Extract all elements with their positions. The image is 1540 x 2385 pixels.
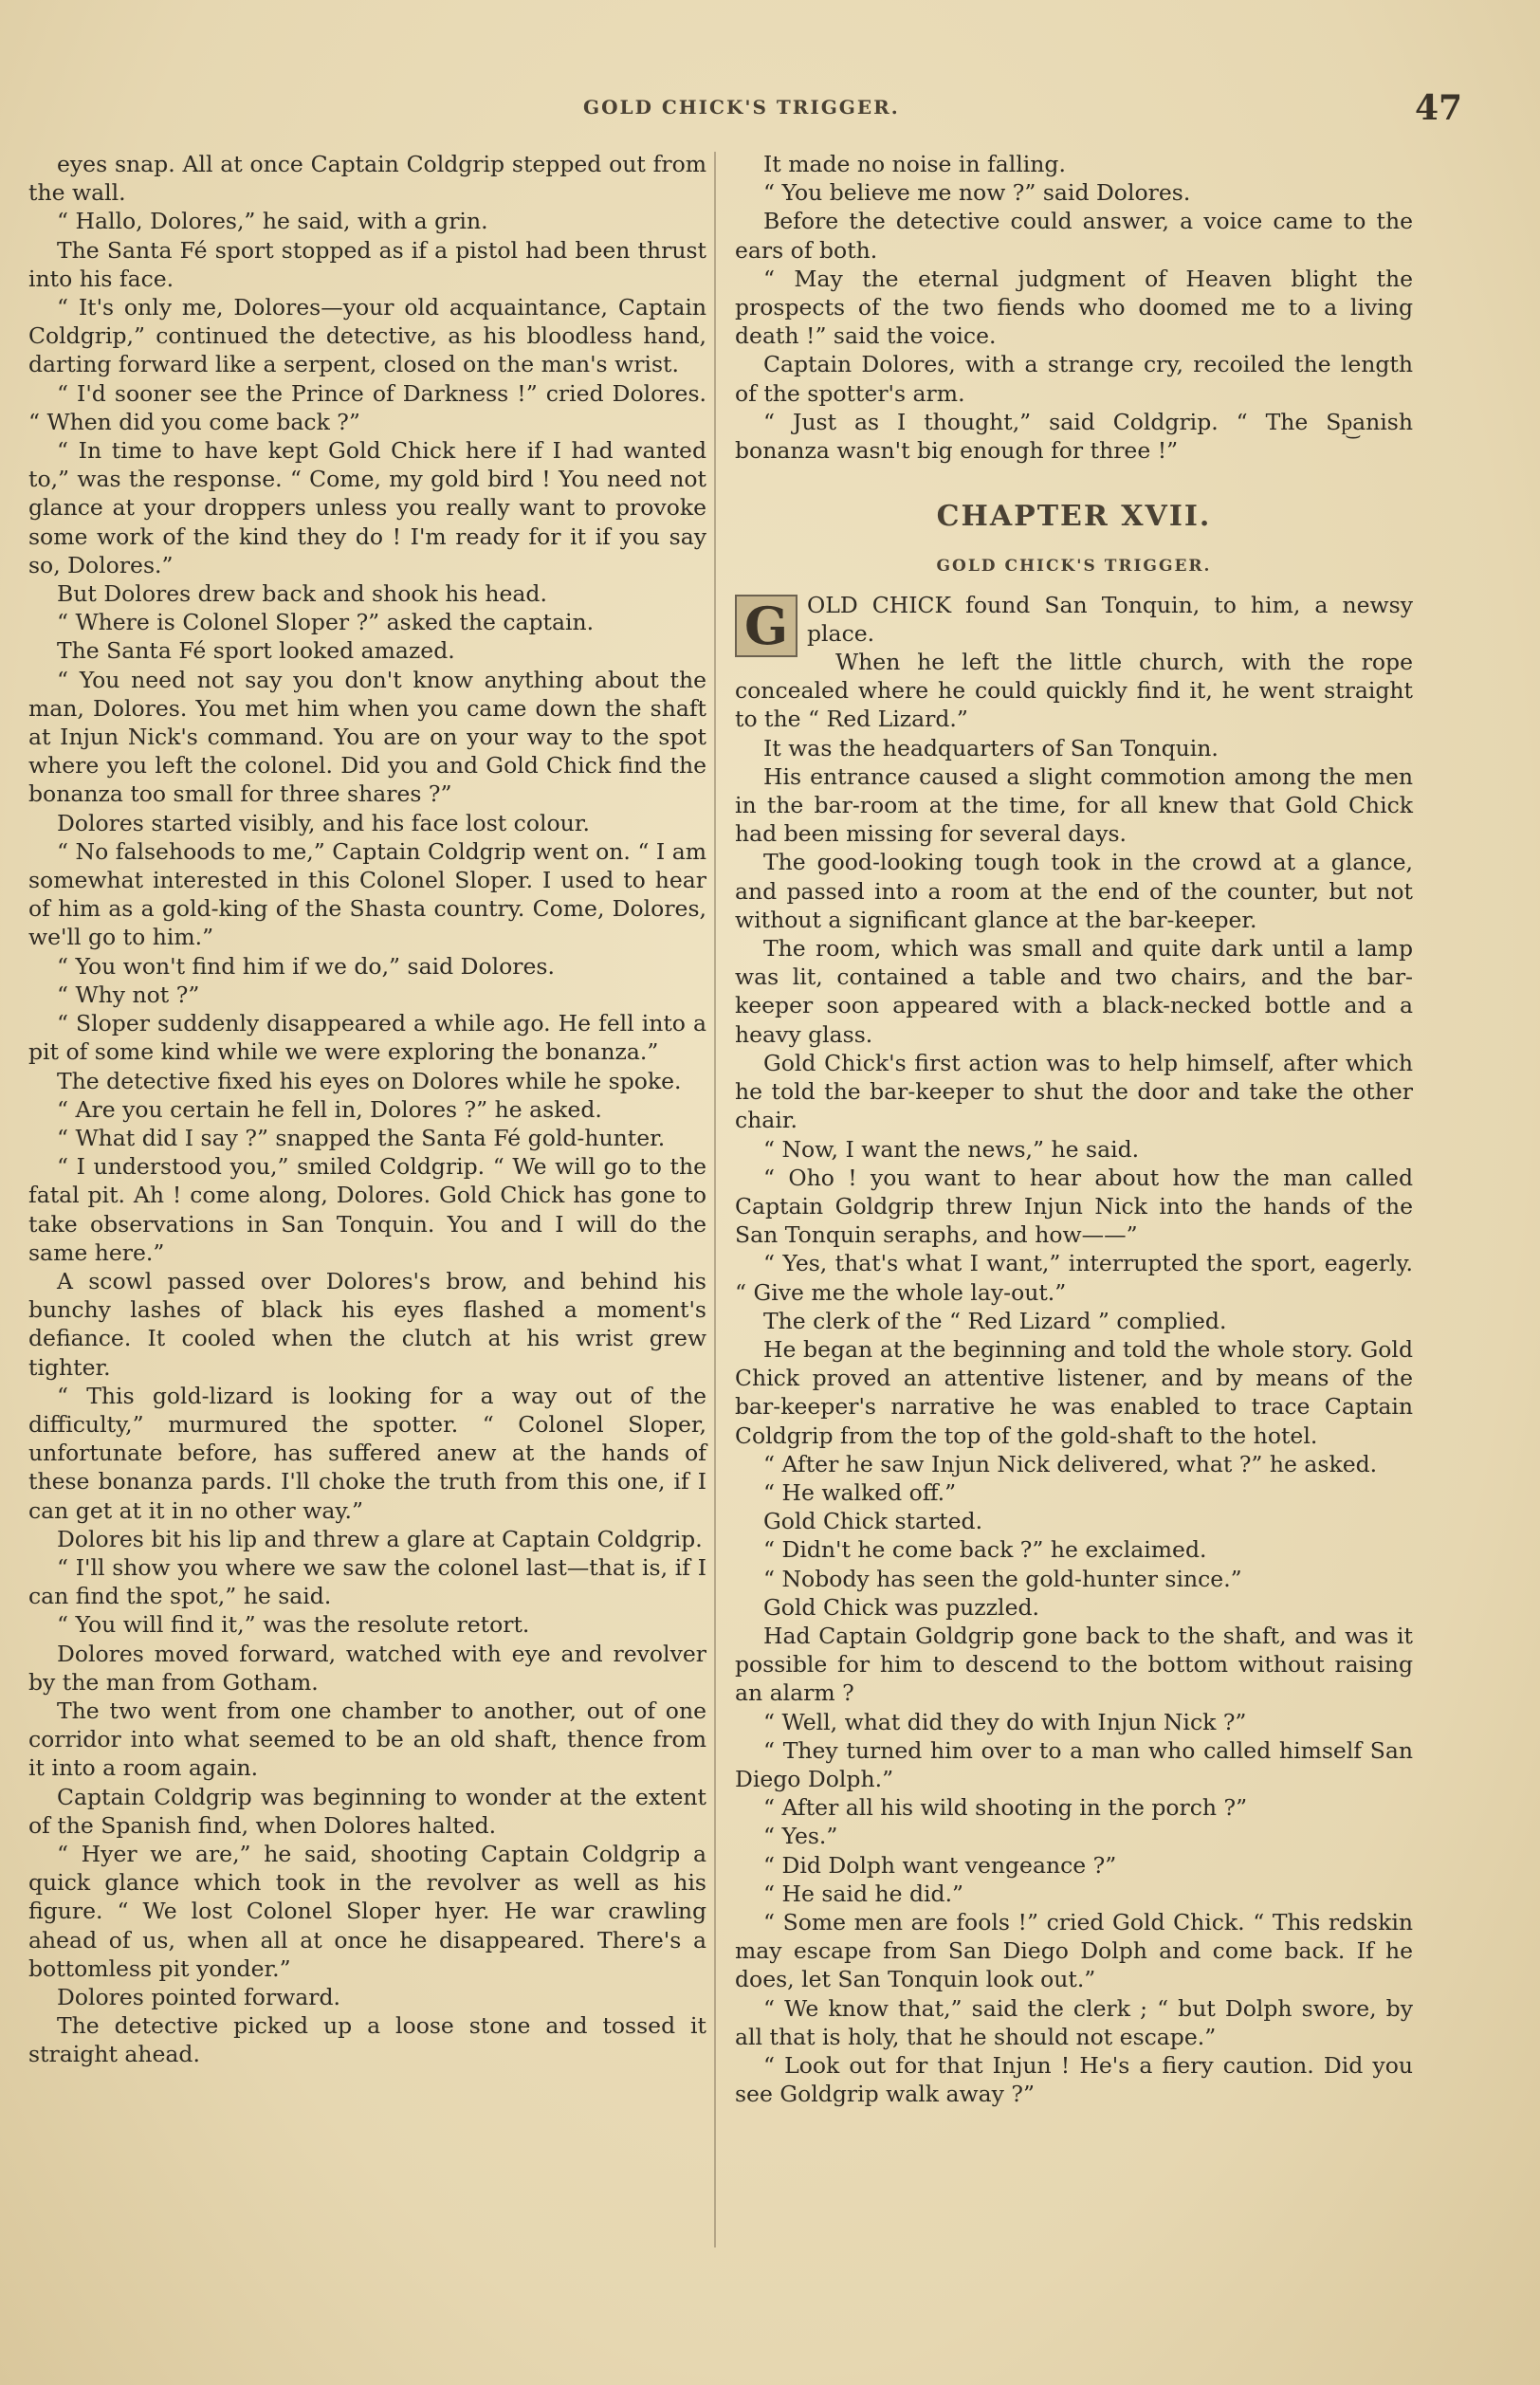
paragraph: “ Well, what did they do with Injun Nick ?” xyxy=(763,1708,1247,1735)
dropcap-letter: G xyxy=(735,595,798,657)
paragraph: “ Sloper suddenly disappeared a while ago. He fell into a pit of some kind while we were exploring the bonanza.” xyxy=(28,1010,706,1066)
paragraph: “ Where is Colonel Sloper ?” asked the captain. xyxy=(57,609,595,636)
running-title: GOLD CHICK'S TRIGGER. xyxy=(583,96,900,119)
paragraph: “ I'd sooner see the Prince of Darkness !” cried Dolores. “ When did you come back ?” xyxy=(28,379,706,435)
paragraph: “ After he saw Injun Nick delivered, what ?” he asked. xyxy=(763,1450,1378,1477)
paragraph: “ You won't find him if we do,” said Dolores. xyxy=(57,952,555,980)
page-number: 47 xyxy=(1415,88,1463,128)
paragraph: “ We know that,” said the clerk ; “ but Dolph swore, by all that is holy, that he should not escape.” xyxy=(735,1994,1413,2050)
paragraph: “ Nobody has seen the gold-hunter since.” xyxy=(763,1565,1242,1592)
paragraph: Dolores moved forward, watched with eye and revolver by the man from Gotham. xyxy=(28,1640,706,1696)
left-column xyxy=(28,150,706,2069)
paragraph: “ Yes, that's what I want,” interrupted the sport, eagerly. “ Give me the whole lay-out.” xyxy=(735,1250,1413,1306)
paragraph: The Santa Fé sport stopped as if a pistol had been thrust into his face. xyxy=(28,236,706,292)
paragraph: But Dolores drew back and shook his head. xyxy=(57,580,547,608)
paragraph: The clerk of the “ Red Lizard ” complied. xyxy=(763,1307,1227,1334)
paragraph: “ Some men are fools !” cried Gold Chick. “ This redskin may escape from San Diego Dolph and come back. If he does, let San Tonquin look out.” xyxy=(735,1908,1413,1993)
paragraph: “ Why not ?” xyxy=(57,981,200,1008)
chapter-body xyxy=(735,648,1413,2108)
paragraph: Gold Chick was puzzled. xyxy=(763,1593,1039,1621)
paragraph: “ Yes.” xyxy=(763,1823,838,1850)
paragraph: “ Hyer we are,” he said, shooting Captain Coldgrip a quick glance which took in the revolver as well as his figure. “ We lost Colonel Sloper hyer. He war crawling ahead of us, when all at once he disappeared. There's a bottomless pit yonder.” xyxy=(28,1840,706,1982)
paragraph: Had Captain Goldgrip gone back to the shaft, and was it possible for him to descend to the bottom without raising an alarm ? xyxy=(735,1622,1413,1707)
paragraph: eyes snap. All at once Captain Coldgrip stepped out from the wall. xyxy=(28,151,706,207)
paragraph: “ After all his wild shooting in the porch ?” xyxy=(763,1794,1248,1822)
paragraph: His entrance caused a slight commotion among the men in the bar-room at the time, for all knew that Gold Chick had been missing for several days. xyxy=(735,762,1413,848)
paragraph: Dolores bit his lip and threw a glare at Captain Coldgrip. xyxy=(57,1525,703,1552)
paragraph: “ You need not say you don't know anything about the man, Dolores. You met him when you came down the shaft at Injun Nick's command. You are on your way to the spot where you left the colonel. Did you and Gold Chick find the bonanza too small for three shares ?” xyxy=(28,666,706,808)
paragraph: “ It's only me, Dolores—your old acquaintance, Captain Coldgrip,” continued the detective, as his bloodless hand, darting forward like a serpent, closed on the man's wrist. xyxy=(28,294,706,378)
paragraph: “ You will find it,” was the resolute retort. xyxy=(57,1611,530,1639)
paragraph: “ Hallo, Dolores,” he said, with a grin. xyxy=(57,208,488,235)
opening-text: OLD CHICK found San Tonquin, to him, a newsy place. xyxy=(807,591,1413,647)
paragraph: “ In time to have kept Gold Chick here if I had wanted to,” was the response. “ Come, my gold bird ! You need not glance at your droppers unless you really want to provoke some work of the kind they do ! I'm ready for it if you say so, Dolores.” xyxy=(28,437,706,578)
paragraph: “ They turned him over to a man who called himself San Diego Dolph.” xyxy=(735,1736,1413,1792)
paragraph: “ This gold-lizard is looking for a way out of the difficulty,” murmured the spotter. “ Colonel Sloper, unfortunate before, has suffered anew at the hands of these bonanza pards. I'll choke the truth from this one, if I can get at it in no other way.” xyxy=(28,1382,706,1524)
paragraph: Captain Dolores, with a strange cry, recoiled the length of the spotter's arm. xyxy=(735,351,1413,407)
paragraph: “ I understood you,” smiled Coldgrip. “ We will go to the fatal pit. Ah ! come along, Dolores. Gold Chick has gone to take observations in San Tonquin. You and I will do the same here.” xyxy=(28,1153,706,1266)
paragraph: Dolores started visibly, and his face lost colour. xyxy=(57,809,590,836)
paragraph: The Santa Fé sport looked amazed. xyxy=(57,637,455,665)
paragraph: When he left the little church, with the rope concealed where he could quickly find it, he went straight to the “ Red Lizard.” xyxy=(735,649,1413,733)
chapter-opening-paragraph xyxy=(735,591,1413,656)
paragraph: “ Oho ! you want to hear about how the man called Captain Goldgrip threw Injun Nick into the hands of the San Tonquin seraphs, and how——” xyxy=(735,1164,1413,1249)
paragraph: “ Now, I want the news,” he said. xyxy=(763,1135,1140,1163)
paragraph: “ Are you certain he fell in, Dolores ?” he asked. xyxy=(57,1095,602,1123)
paragraph: “ He said he did.” xyxy=(763,1880,964,1907)
paragraph: “ Look out for that Injun ! He's a fiery caution. Did you see Goldgrip walk away ?” xyxy=(735,2052,1413,2108)
paragraph: “ Did Dolph want vengeance ?” xyxy=(763,1851,1117,1879)
paragraph: The two went from one chamber to another, out of one corridor into what seemed to be an old shaft, thence from it into a room again. xyxy=(28,1697,706,1782)
paragraph: The good-looking tough took in the crowd at a glance, and passed into a room at the end of the counter, but not without a significant glance at the bar-keeper. xyxy=(735,849,1413,933)
right-column-continuation xyxy=(735,150,1413,465)
paragraph: “ He walked off.” xyxy=(763,1478,957,1506)
paragraph: Gold Chick started. xyxy=(763,1508,983,1535)
chapter-title: CHAPTER XVII. xyxy=(936,500,1212,534)
paragraph: “ Didn't he come back ?” he exclaimed. xyxy=(763,1536,1207,1564)
paragraph: Dolores pointed forward. xyxy=(57,1984,340,2010)
paragraph: He began at the beginning and told the whole story. Gold Chick proved an attentive listener, and by means of the bar-keeper's narrative he was enabled to trace Captain Coldgrip from the top of the gold-shaft to the hotel. xyxy=(735,1335,1413,1449)
paragraph: A scowl passed over Dolores's brow, and behind his bunchy lashes of black his eyes flashed a moment's defiance. It cooled when the clutch at his wrist grew tighter. xyxy=(28,1267,706,1381)
chapter-subtitle: GOLD CHICK'S TRIGGER. xyxy=(936,557,1212,577)
paragraph: It was the headquarters of San Tonquin. xyxy=(763,734,1219,761)
right-column xyxy=(735,150,1413,2108)
column-divider xyxy=(714,152,716,2247)
paragraph: It made no noise in falling. xyxy=(763,151,1066,177)
paragraph: “ May the eternal judgment of Heaven blight the prospects of the two fiends who doomed me to a living death !” said the voice. xyxy=(735,265,1413,350)
paragraph: The room, which was small and quite dark until a lamp was lit, contained a table and two chairs, and the bar-keeper soon appeared with a black-necked bottle and a heavy glass. xyxy=(735,935,1413,1048)
paragraph: The detective fixed his eyes on Dolores while he spoke. xyxy=(57,1067,682,1094)
paragraph: The detective picked up a loose stone and tossed it straight ahead. xyxy=(28,2012,706,2068)
paragraph: “ I'll show you where we saw the colonel last—that is, if I can find the spot,” he said. xyxy=(28,1553,706,1610)
paragraph: “ Just as I thought,” said Coldgrip. “ The Sp͜anish bonanza wasn't big enough for three !” xyxy=(735,408,1413,465)
page-header xyxy=(28,88,1463,128)
paragraph: Before the detective could answer, a voice came to the ears of both. xyxy=(735,208,1413,264)
paragraph: “ You believe me now ?” said Dolores. xyxy=(763,179,1191,207)
paragraph: Gold Chick's first action was to help himself, after which he told the bar-keeper to shut the door and take the other chair. xyxy=(735,1049,1413,1134)
paragraph: “ No falsehoods to me,” Captain Coldgrip went on. “ I am somewhat interested in this Colonel Sloper. I used to hear of him as a gold-king of the Shasta country. Come, Dolores, we'll go to him.” xyxy=(28,837,706,951)
paragraph: Captain Coldgrip was beginning to wonder at the extent of the Spanish find, when Dolores halted. xyxy=(28,1783,706,1839)
paragraph: “ What did I say ?” snapped the Santa Fé gold-hunter. xyxy=(57,1124,666,1151)
